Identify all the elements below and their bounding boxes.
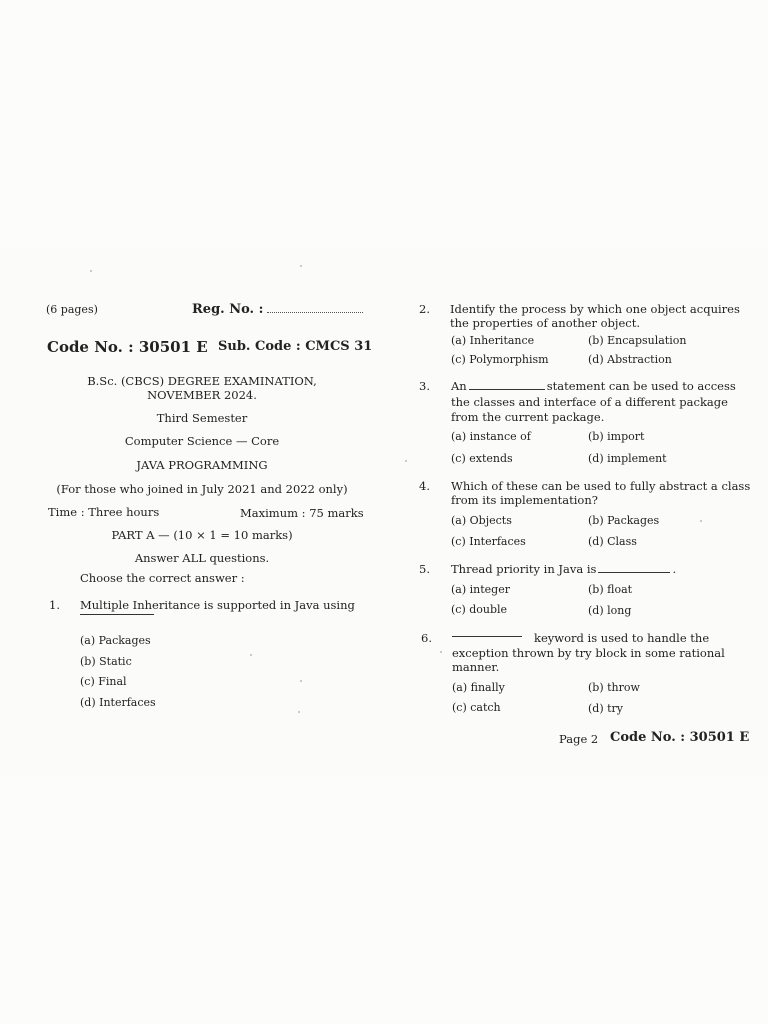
subject: Computer Science — Core — [124, 434, 280, 448]
part-heading: PART A — (10 × 1 = 10 marks) — [111, 528, 293, 542]
pages-count: (6 pages) — [46, 303, 98, 316]
scan-speck — [298, 711, 300, 713]
q3-number: 3. — [419, 379, 430, 393]
eligibility: (For those who joined in July 2021 and 2022 only) — [56, 482, 348, 496]
q1-option-a: (a) Packages — [80, 634, 151, 647]
q4-option-b: (b) Packages — [588, 514, 660, 527]
q5-option-c: (c) double — [451, 603, 508, 616]
reg-no-blank — [267, 303, 363, 313]
q4-option-a: (a) Objects — [451, 514, 512, 527]
q6-text-line2: exception thrown by try block in some rational — [452, 646, 725, 660]
q3-blank — [469, 381, 545, 390]
q6-blank — [452, 636, 522, 637]
q3-text-end: statement can be used to access — [546, 379, 736, 393]
q4-text-line1: Which of these can be used to fully abstract a class — [451, 479, 751, 493]
q3-text-line3: from the current package. — [451, 410, 605, 424]
q3-text-line2: the classes and interface of a different package — [451, 395, 728, 409]
q3-option-b: (b) import — [588, 430, 645, 443]
code-no: Code No. : 30501 E — [47, 338, 208, 356]
q4-number: 4. — [419, 479, 430, 493]
scan-speck — [440, 651, 442, 653]
q1-option-b: (b) Static — [80, 655, 132, 668]
q6-text-line3: manner. — [452, 660, 500, 674]
q1-blank — [80, 614, 154, 615]
q3-option-d: (d) implement — [588, 452, 667, 465]
instruction: Answer ALL questions. — [134, 551, 270, 565]
q5-option-b: (b) float — [588, 583, 633, 596]
q6-number: 6. — [421, 631, 432, 645]
q6-option-a: (a) finally — [452, 681, 505, 694]
q1-option-c: (c) Final — [80, 675, 127, 688]
q1-number: 1. — [49, 598, 60, 612]
scan-speck — [405, 460, 407, 462]
scan-speck — [300, 680, 302, 682]
q4-option-d: (d) Class — [588, 535, 637, 548]
scan-speck — [250, 654, 252, 656]
q6-option-b: (b) throw — [588, 681, 640, 694]
sub-code: Sub. Code : CMCS 31 — [218, 339, 373, 354]
semester: Third Semester — [156, 411, 248, 425]
page-number: Page 2 — [559, 732, 599, 746]
reg-no — [192, 302, 363, 317]
exam-title-line1: B.Sc. (CBCS) DEGREE EXAMINATION, — [87, 374, 317, 388]
q1-option-d: (d) Interfaces — [80, 696, 156, 709]
q6-option-d: (d) try — [588, 702, 624, 715]
choose-instruction: Choose the correct answer : — [80, 571, 245, 585]
q2-option-b: (b) Encapsulation — [588, 334, 687, 347]
q5-text-start: Thread priority in Java is — [451, 562, 597, 576]
q3-text-line1 — [451, 379, 736, 393]
time-label: Time : Three hours — [48, 505, 160, 519]
q3-option-a: (a) instance of — [451, 430, 531, 443]
q5-number: 5. — [419, 562, 430, 576]
q2-number: 2. — [419, 302, 430, 316]
q5-option-d: (d) long — [588, 604, 632, 617]
paper-title: JAVA PROGRAMMING — [136, 458, 268, 472]
reg-no-label: Reg. No. : — [192, 302, 264, 317]
q5-blank — [598, 564, 670, 573]
q4-text-line2: from its implementation? — [451, 493, 598, 507]
q2-text-line1: Identify the process by which one object acquires — [450, 302, 740, 316]
q2-option-d: (d) Abstraction — [588, 353, 672, 366]
q5-text: Thread priority in Java is . — [451, 562, 677, 576]
q3-text-start: An — [451, 379, 467, 393]
q2-text-line2: the properties of another object. — [450, 316, 640, 330]
q5-option-a: (a) integer — [451, 583, 510, 596]
scan-speck — [90, 270, 92, 272]
exam-title-line2: NOVEMBER 2024. — [147, 388, 257, 402]
footer-code-no: Code No. : 30501 E — [610, 730, 750, 745]
q6-option-c: (c) catch — [452, 701, 501, 714]
q6-text-line1: keyword is used to handle the — [534, 631, 710, 645]
q2-option-a: (a) Inheritance — [451, 334, 535, 347]
q4-option-c: (c) Interfaces — [451, 535, 526, 548]
q2-option-c: (c) Polymorphism — [451, 353, 549, 366]
q3-option-c: (c) extends — [451, 452, 513, 465]
q1-text: Multiple Inheritance is supported in Java using — [80, 598, 355, 612]
scan-speck — [300, 265, 302, 267]
max-marks: Maximum : 75 marks — [240, 506, 364, 520]
scan-speck — [700, 520, 702, 522]
